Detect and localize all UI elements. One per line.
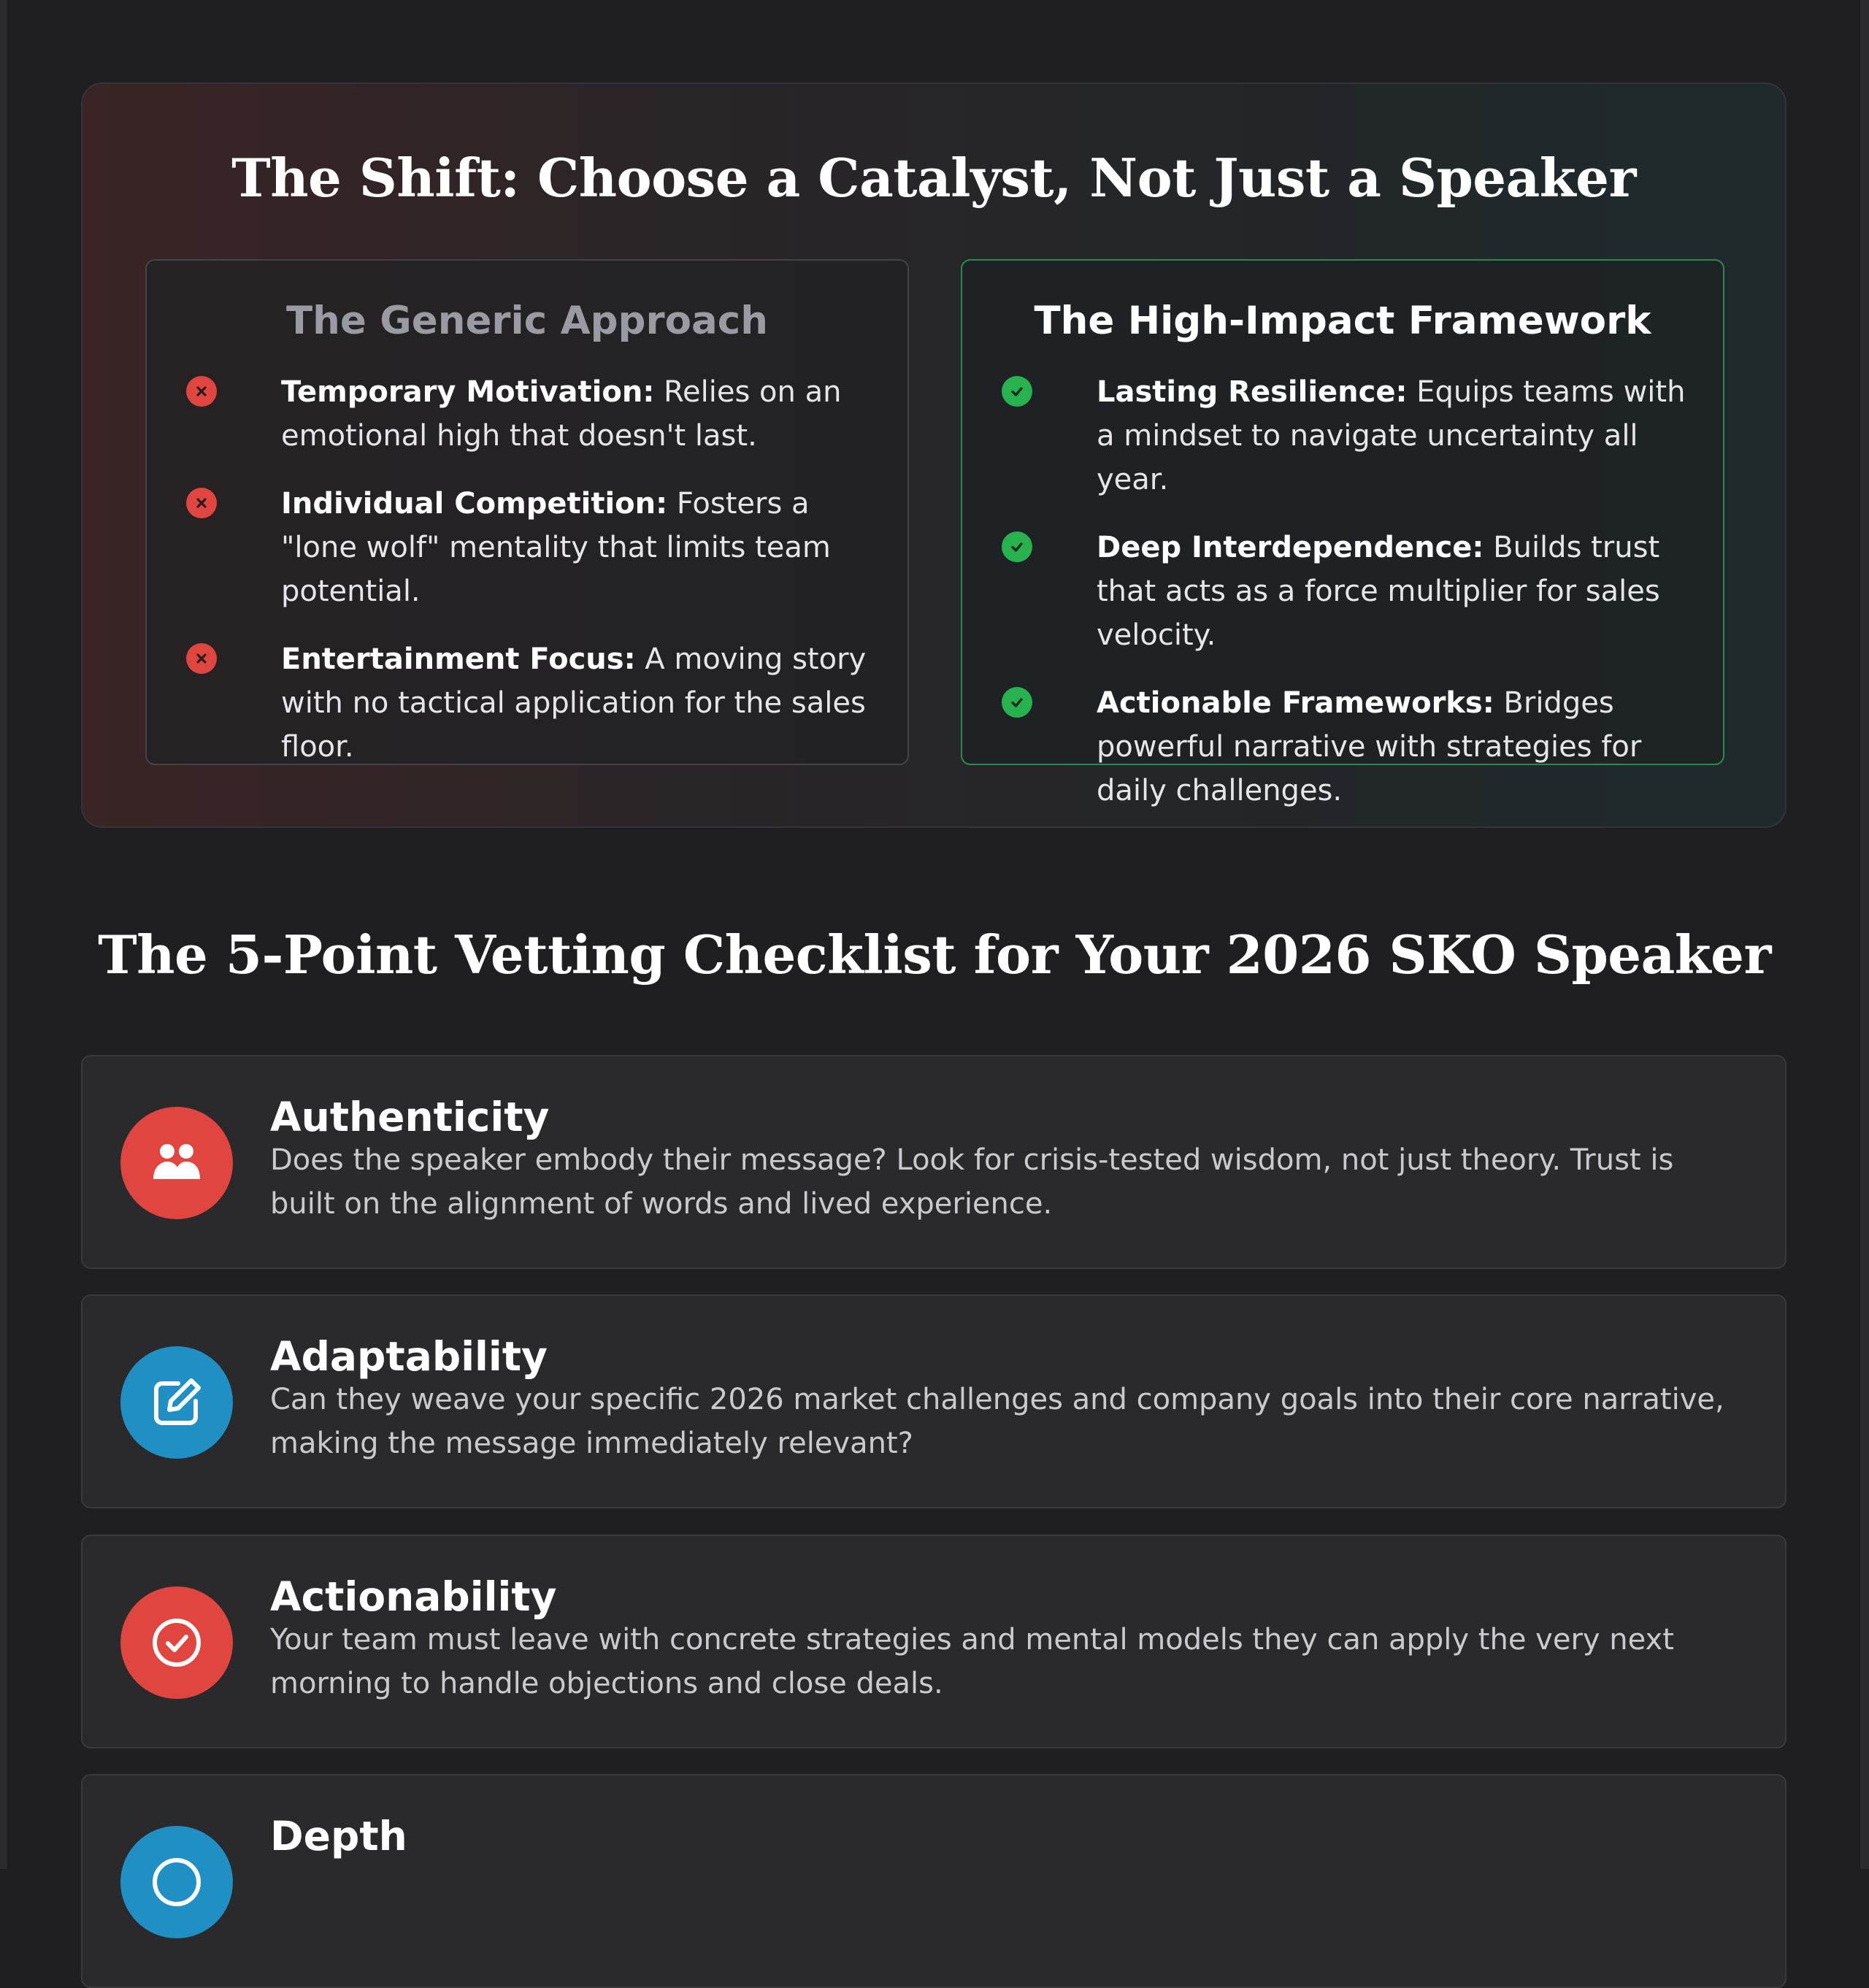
checklist-item-depth	[81, 1774, 1787, 1988]
point-label: Entertainment Focus:	[281, 642, 636, 676]
item-description: Does the speaker embody their message? Look for crisis-tested wisdom, not just theory. Trust is built on the alignment of words and lived experience.	[270, 1143, 1674, 1221]
circle-icon	[120, 1826, 233, 1938]
item-title: Authenticity	[270, 1094, 550, 1140]
item-title: Depth	[270, 1813, 407, 1860]
checklist-title: The 5-Point Vetting Checklist for Your 2026 SKO Speaker	[98, 924, 1771, 986]
list-item	[186, 370, 878, 458]
list-item	[1002, 370, 1694, 502]
check-circle-icon	[120, 1586, 233, 1699]
point-text: Fosters a "lone wolf" mentality that limits team potential.	[281, 487, 831, 608]
x-circle-icon	[186, 376, 217, 407]
checklist-item-authenticity	[81, 1055, 1787, 1269]
point-label: Temporary Motivation:	[281, 375, 655, 409]
checklist-item-adaptability	[81, 1294, 1787, 1508]
framework-list	[1002, 370, 1694, 837]
edit-icon	[120, 1346, 233, 1459]
users-icon	[120, 1107, 233, 1219]
generic-approach-list	[186, 370, 878, 793]
x-circle-icon	[186, 488, 217, 518]
generic-approach-card	[145, 259, 909, 765]
framework-heading: The High-Impact Framework	[1034, 299, 1651, 343]
list-item	[186, 637, 878, 769]
item-description: Your team must leave with concrete strategies and mental models they can apply the very next morning to handle objections and close deals.	[270, 1623, 1674, 1700]
list-item	[1002, 526, 1694, 657]
item-description: Can they weave your specific 2026 market challenges and company goals into their core narrative, making the message immediately relevant?	[270, 1383, 1724, 1460]
item-title: Adaptability	[270, 1333, 548, 1380]
point-text: A moving story with no tactical application for the sales floor.	[281, 642, 867, 764]
checklist-item-actionability	[81, 1535, 1787, 1749]
point-label: Deep Interdependence:	[1097, 531, 1484, 564]
list-item	[186, 482, 878, 613]
point-label: Lasting Resilience:	[1097, 375, 1408, 409]
x-circle-icon	[186, 643, 217, 674]
point-text: Bridges powerful narrative with strategies for daily challenges.	[1097, 686, 1642, 807]
point-text: Relies on an emotional high that doesn't last.	[281, 375, 842, 453]
point-label: Actionable Frameworks:	[1097, 686, 1494, 720]
generic-approach-heading: The Generic Approach	[286, 299, 768, 343]
shift-section	[81, 82, 1787, 828]
list-item	[1002, 681, 1694, 813]
check-circle-icon	[1002, 531, 1032, 562]
check-circle-icon	[1002, 376, 1032, 407]
point-text: Builds trust that acts as a force multiplier for sales velocity.	[1097, 531, 1660, 652]
shift-title: The Shift: Choose a Catalyst, Not Just a Speaker	[231, 147, 1636, 209]
check-circle-icon	[1002, 687, 1032, 718]
point-text: Equips teams with a mindset to navigate uncertainty all year.	[1097, 375, 1686, 496]
item-title: Actionability	[270, 1573, 557, 1620]
point-label: Individual Competition:	[281, 487, 668, 521]
framework-card	[961, 259, 1724, 807]
